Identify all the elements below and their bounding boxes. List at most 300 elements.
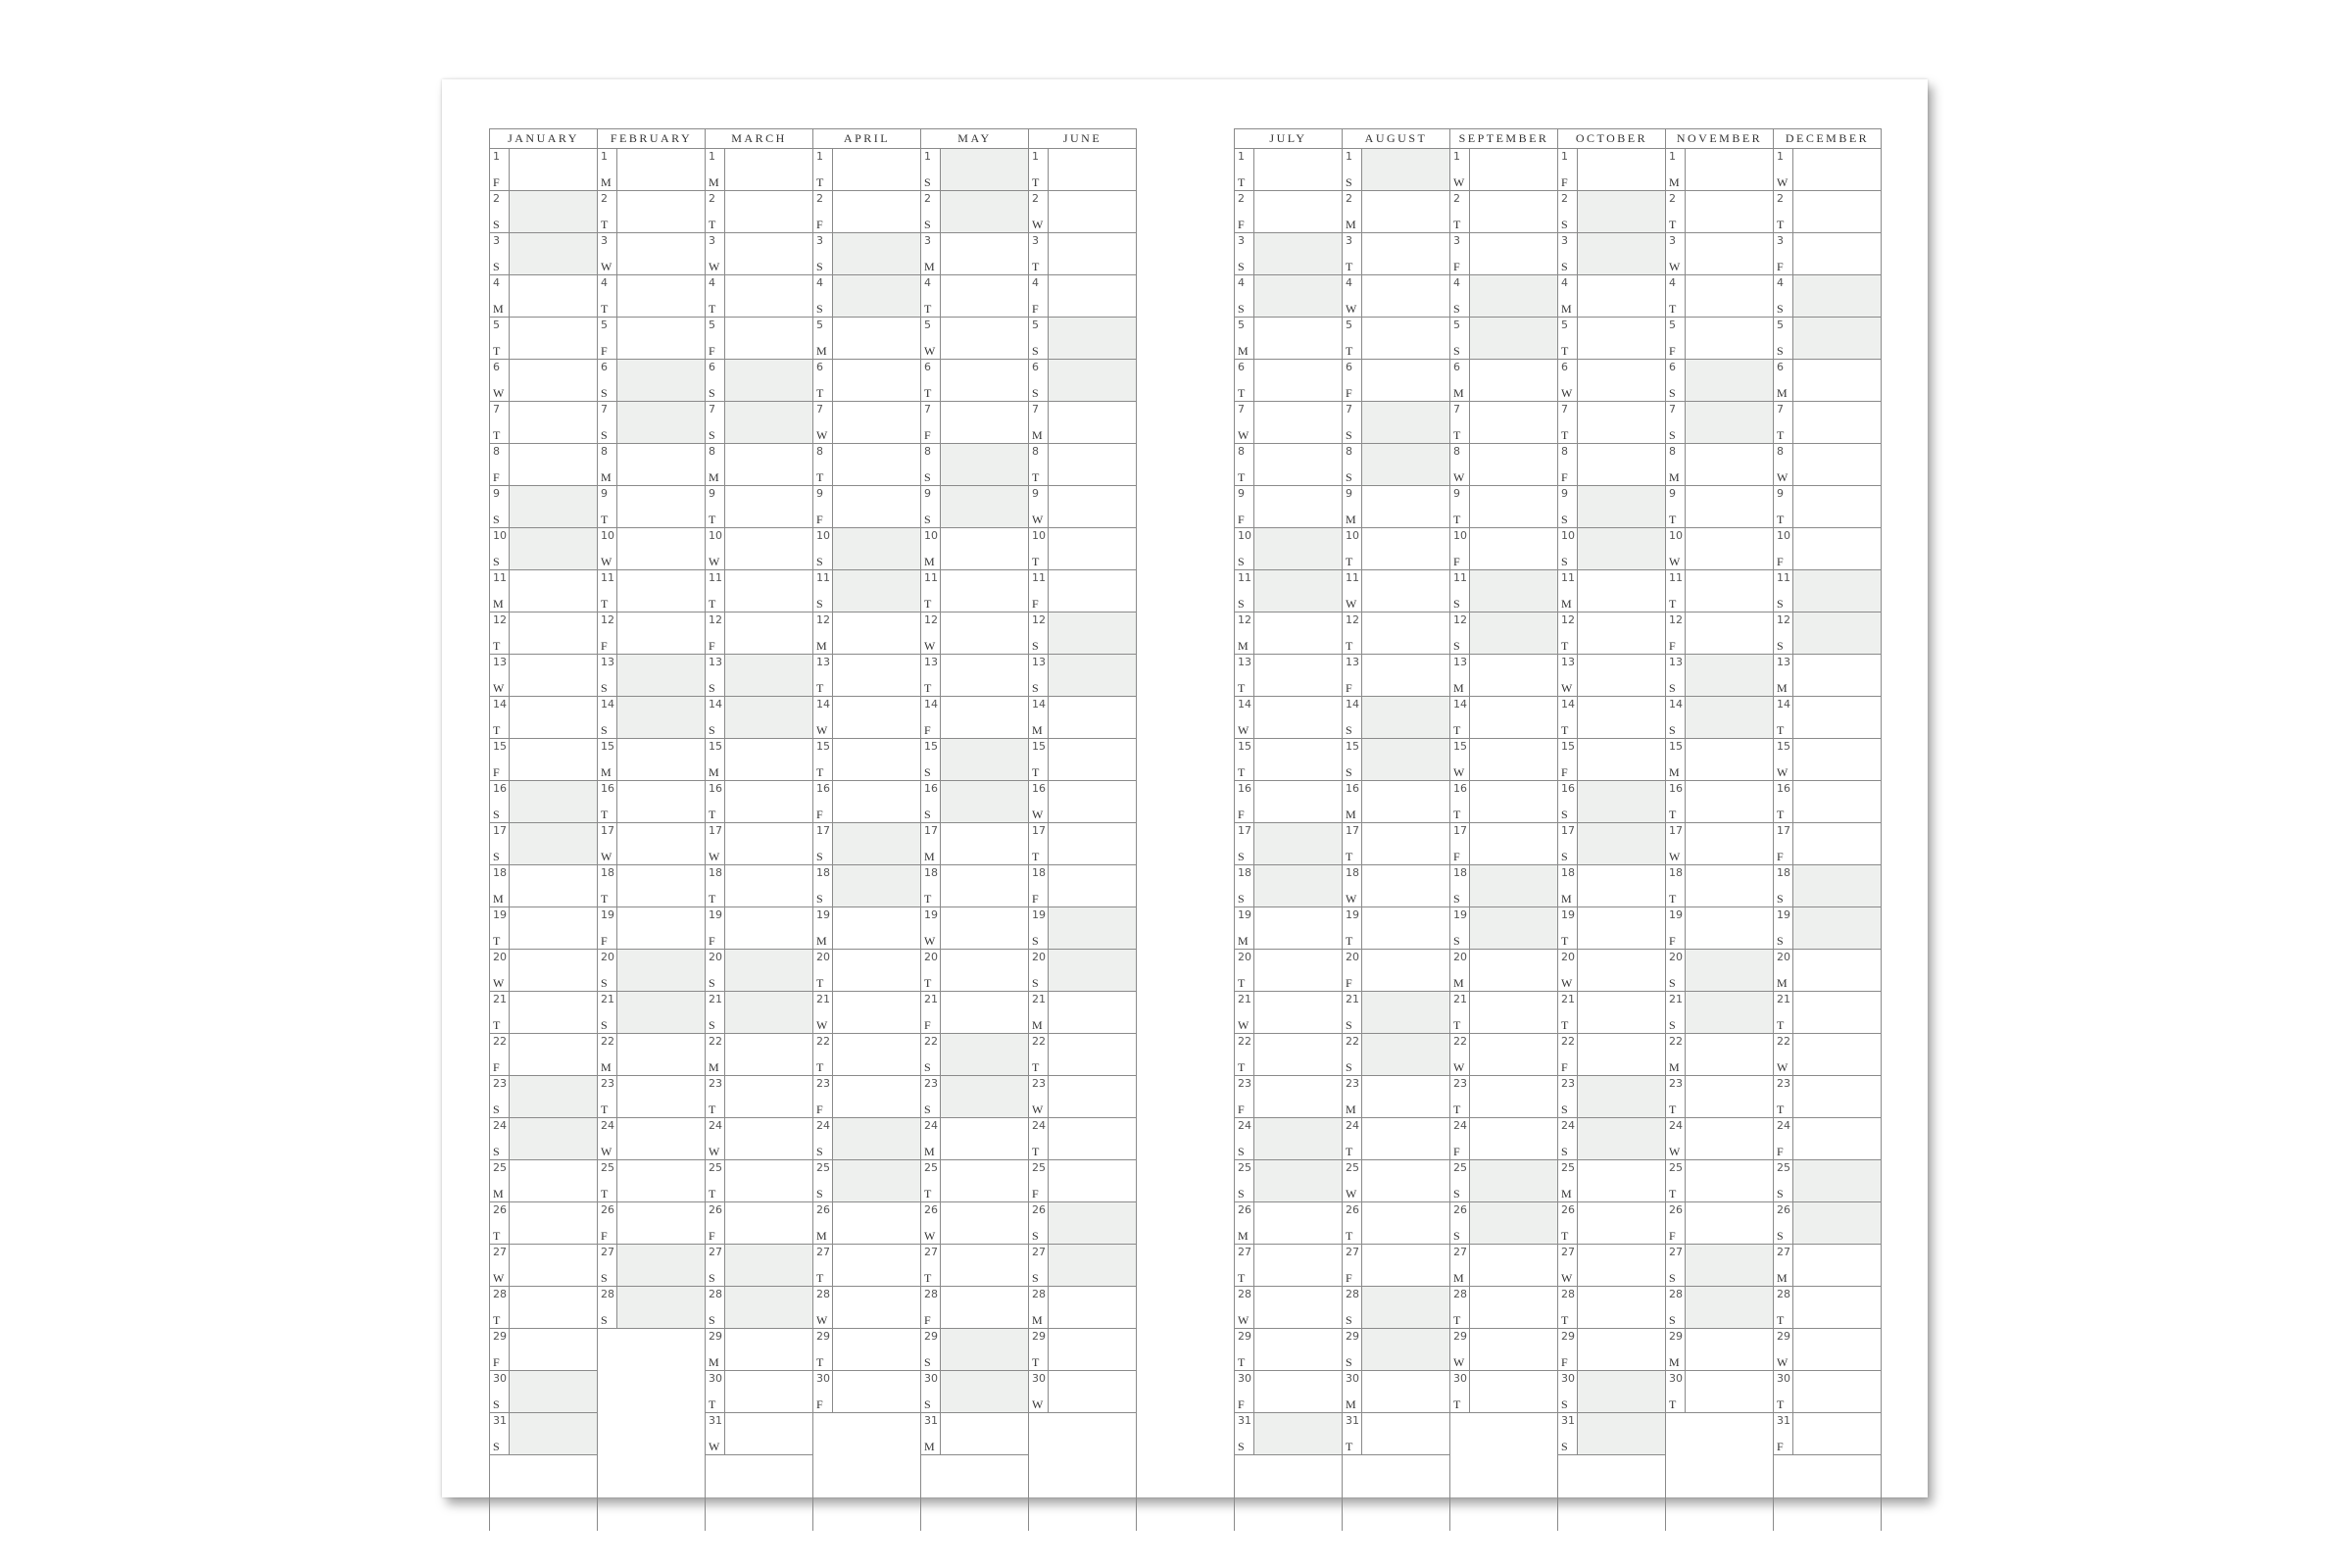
day-note-area[interactable] xyxy=(833,1202,920,1244)
day-note-area[interactable] xyxy=(725,992,812,1033)
day-note-area[interactable] xyxy=(833,1076,920,1117)
day-note-area[interactable] xyxy=(617,360,705,401)
day-note-area[interactable] xyxy=(1049,1034,1136,1075)
day-note-area[interactable] xyxy=(833,1160,920,1201)
day-note-area[interactable] xyxy=(510,907,597,949)
day-note-area[interactable] xyxy=(1254,402,1342,443)
day-note-area[interactable] xyxy=(725,865,812,906)
day-note-area[interactable] xyxy=(941,1076,1028,1117)
day-note-area[interactable] xyxy=(1049,865,1136,906)
day-note-area[interactable] xyxy=(1793,360,1881,401)
day-note-area[interactable] xyxy=(617,191,705,232)
day-note-area[interactable] xyxy=(1793,149,1881,190)
day-note-area[interactable] xyxy=(1470,1371,1557,1412)
day-note-area[interactable] xyxy=(725,1245,812,1286)
day-note-area[interactable] xyxy=(725,1371,812,1412)
day-note-area[interactable] xyxy=(1362,992,1449,1033)
day-note-area[interactable] xyxy=(1049,1202,1136,1244)
day-note-area[interactable] xyxy=(1686,1076,1773,1117)
day-note-area[interactable] xyxy=(1686,570,1773,612)
day-note-area[interactable] xyxy=(1362,1076,1449,1117)
day-note-area[interactable] xyxy=(1686,697,1773,738)
day-note-area[interactable] xyxy=(1470,1076,1557,1117)
day-note-area[interactable] xyxy=(1362,444,1449,485)
day-note-area[interactable] xyxy=(617,781,705,822)
day-note-area[interactable] xyxy=(1049,444,1136,485)
day-note-area[interactable] xyxy=(833,950,920,991)
day-note-area[interactable] xyxy=(617,1034,705,1075)
day-note-area[interactable] xyxy=(1686,823,1773,864)
day-note-area[interactable] xyxy=(1470,486,1557,527)
day-note-area[interactable] xyxy=(1578,528,1665,569)
day-note-area[interactable] xyxy=(1686,739,1773,780)
day-note-area[interactable] xyxy=(1470,697,1557,738)
day-note-area[interactable] xyxy=(1254,739,1342,780)
day-note-area[interactable] xyxy=(1362,233,1449,274)
day-note-area[interactable] xyxy=(941,1118,1028,1159)
day-note-area[interactable] xyxy=(1578,739,1665,780)
day-note-area[interactable] xyxy=(1686,865,1773,906)
day-note-area[interactable] xyxy=(1686,444,1773,485)
day-note-area[interactable] xyxy=(1686,1118,1773,1159)
day-note-area[interactable] xyxy=(1686,1160,1773,1201)
day-note-area[interactable] xyxy=(1793,402,1881,443)
day-note-area[interactable] xyxy=(941,1160,1028,1201)
day-note-area[interactable] xyxy=(1470,444,1557,485)
day-note-area[interactable] xyxy=(833,781,920,822)
day-note-area[interactable] xyxy=(1362,655,1449,696)
day-note-area[interactable] xyxy=(725,739,812,780)
day-note-area[interactable] xyxy=(1793,907,1881,949)
day-note-area[interactable] xyxy=(941,1371,1028,1412)
day-note-area[interactable] xyxy=(725,191,812,232)
day-note-area[interactable] xyxy=(1470,570,1557,612)
day-note-area[interactable] xyxy=(941,865,1028,906)
day-note-area[interactable] xyxy=(1254,149,1342,190)
day-note-area[interactable] xyxy=(1362,1329,1449,1370)
day-note-area[interactable] xyxy=(617,823,705,864)
day-note-area[interactable] xyxy=(1362,486,1449,527)
day-note-area[interactable] xyxy=(617,1245,705,1286)
day-note-area[interactable] xyxy=(510,1413,597,1454)
day-note-area[interactable] xyxy=(1470,1287,1557,1328)
day-note-area[interactable] xyxy=(941,318,1028,359)
day-note-area[interactable] xyxy=(1254,992,1342,1033)
day-note-area[interactable] xyxy=(833,865,920,906)
day-note-area[interactable] xyxy=(941,781,1028,822)
day-note-area[interactable] xyxy=(833,402,920,443)
day-note-area[interactable] xyxy=(725,1413,812,1454)
day-note-area[interactable] xyxy=(617,1287,705,1328)
day-note-area[interactable] xyxy=(1578,612,1665,654)
day-note-area[interactable] xyxy=(1254,1245,1342,1286)
day-note-area[interactable] xyxy=(725,697,812,738)
day-note-area[interactable] xyxy=(1686,318,1773,359)
day-note-area[interactable] xyxy=(725,781,812,822)
day-note-area[interactable] xyxy=(941,528,1028,569)
day-note-area[interactable] xyxy=(510,486,597,527)
day-note-area[interactable] xyxy=(833,1034,920,1075)
day-note-area[interactable] xyxy=(617,1076,705,1117)
day-note-area[interactable] xyxy=(510,950,597,991)
day-note-area[interactable] xyxy=(833,360,920,401)
day-note-area[interactable] xyxy=(1578,1034,1665,1075)
day-note-area[interactable] xyxy=(1578,1371,1665,1412)
day-note-area[interactable] xyxy=(1470,823,1557,864)
day-note-area[interactable] xyxy=(1686,612,1773,654)
day-note-area[interactable] xyxy=(617,612,705,654)
day-note-area[interactable] xyxy=(833,528,920,569)
day-note-area[interactable] xyxy=(1049,1076,1136,1117)
day-note-area[interactable] xyxy=(833,1287,920,1328)
day-note-area[interactable] xyxy=(1362,697,1449,738)
day-note-area[interactable] xyxy=(1362,1371,1449,1412)
day-note-area[interactable] xyxy=(1578,318,1665,359)
day-note-area[interactable] xyxy=(617,1202,705,1244)
day-note-area[interactable] xyxy=(1793,486,1881,527)
day-note-area[interactable] xyxy=(725,907,812,949)
day-note-area[interactable] xyxy=(617,950,705,991)
day-note-area[interactable] xyxy=(1686,149,1773,190)
day-note-area[interactable] xyxy=(1578,907,1665,949)
day-note-area[interactable] xyxy=(1254,570,1342,612)
day-note-area[interactable] xyxy=(1793,1329,1881,1370)
day-note-area[interactable] xyxy=(1793,233,1881,274)
day-note-area[interactable] xyxy=(1049,318,1136,359)
day-note-area[interactable] xyxy=(941,1329,1028,1370)
day-note-area[interactable] xyxy=(833,1245,920,1286)
day-note-area[interactable] xyxy=(1254,655,1342,696)
day-note-area[interactable] xyxy=(1470,318,1557,359)
day-note-area[interactable] xyxy=(1362,1413,1449,1454)
day-note-area[interactable] xyxy=(1254,1413,1342,1454)
day-note-area[interactable] xyxy=(1254,865,1342,906)
day-note-area[interactable] xyxy=(941,612,1028,654)
day-note-area[interactable] xyxy=(1793,275,1881,317)
day-note-area[interactable] xyxy=(941,1287,1028,1328)
day-note-area[interactable] xyxy=(1362,739,1449,780)
day-note-area[interactable] xyxy=(1254,1371,1342,1412)
day-note-area[interactable] xyxy=(1470,528,1557,569)
day-note-area[interactable] xyxy=(1470,950,1557,991)
day-note-area[interactable] xyxy=(617,907,705,949)
day-note-area[interactable] xyxy=(1793,739,1881,780)
day-note-area[interactable] xyxy=(833,612,920,654)
day-note-area[interactable] xyxy=(617,1118,705,1159)
day-note-area[interactable] xyxy=(1578,1202,1665,1244)
day-note-area[interactable] xyxy=(1578,1287,1665,1328)
day-note-area[interactable] xyxy=(1578,1118,1665,1159)
day-note-area[interactable] xyxy=(1578,486,1665,527)
day-note-area[interactable] xyxy=(617,655,705,696)
day-note-area[interactable] xyxy=(833,823,920,864)
day-note-area[interactable] xyxy=(725,233,812,274)
day-note-area[interactable] xyxy=(1254,907,1342,949)
day-note-area[interactable] xyxy=(1793,444,1881,485)
day-note-area[interactable] xyxy=(1049,655,1136,696)
day-note-area[interactable] xyxy=(1254,1287,1342,1328)
day-note-area[interactable] xyxy=(617,233,705,274)
day-note-area[interactable] xyxy=(1793,697,1881,738)
day-note-area[interactable] xyxy=(617,570,705,612)
day-note-area[interactable] xyxy=(1254,1329,1342,1370)
day-note-area[interactable] xyxy=(1793,950,1881,991)
day-note-area[interactable] xyxy=(1578,865,1665,906)
day-note-area[interactable] xyxy=(833,907,920,949)
day-note-area[interactable] xyxy=(941,655,1028,696)
day-note-area[interactable] xyxy=(725,1160,812,1201)
day-note-area[interactable] xyxy=(1362,402,1449,443)
day-note-area[interactable] xyxy=(941,486,1028,527)
day-note-area[interactable] xyxy=(510,1160,597,1201)
day-note-area[interactable] xyxy=(1254,697,1342,738)
day-note-area[interactable] xyxy=(1470,1160,1557,1201)
day-note-area[interactable] xyxy=(1686,1287,1773,1328)
day-note-area[interactable] xyxy=(617,528,705,569)
day-note-area[interactable] xyxy=(510,697,597,738)
day-note-area[interactable] xyxy=(1793,1287,1881,1328)
day-note-area[interactable] xyxy=(510,1076,597,1117)
day-note-area[interactable] xyxy=(1686,528,1773,569)
day-note-area[interactable] xyxy=(1254,360,1342,401)
day-note-area[interactable] xyxy=(1578,697,1665,738)
day-note-area[interactable] xyxy=(1793,1371,1881,1412)
day-note-area[interactable] xyxy=(1578,444,1665,485)
day-note-area[interactable] xyxy=(617,444,705,485)
day-note-area[interactable] xyxy=(1578,1413,1665,1454)
day-note-area[interactable] xyxy=(1470,1202,1557,1244)
day-note-area[interactable] xyxy=(833,992,920,1033)
day-note-area[interactable] xyxy=(1049,360,1136,401)
day-note-area[interactable] xyxy=(1049,781,1136,822)
day-note-area[interactable] xyxy=(725,950,812,991)
day-note-area[interactable] xyxy=(1470,739,1557,780)
day-note-area[interactable] xyxy=(510,191,597,232)
day-note-area[interactable] xyxy=(833,486,920,527)
day-note-area[interactable] xyxy=(1793,655,1881,696)
day-note-area[interactable] xyxy=(510,1118,597,1159)
day-note-area[interactable] xyxy=(1049,992,1136,1033)
day-note-area[interactable] xyxy=(1049,570,1136,612)
day-note-area[interactable] xyxy=(1578,570,1665,612)
day-note-area[interactable] xyxy=(1470,360,1557,401)
day-note-area[interactable] xyxy=(1470,907,1557,949)
day-note-area[interactable] xyxy=(1578,191,1665,232)
day-note-area[interactable] xyxy=(617,865,705,906)
day-note-area[interactable] xyxy=(1686,275,1773,317)
day-note-area[interactable] xyxy=(1793,1118,1881,1159)
day-note-area[interactable] xyxy=(1049,612,1136,654)
day-note-area[interactable] xyxy=(1686,1371,1773,1412)
day-note-area[interactable] xyxy=(510,318,597,359)
day-note-area[interactable] xyxy=(1049,402,1136,443)
day-note-area[interactable] xyxy=(510,865,597,906)
day-note-area[interactable] xyxy=(941,149,1028,190)
day-note-area[interactable] xyxy=(1049,233,1136,274)
day-note-area[interactable] xyxy=(1793,1245,1881,1286)
day-note-area[interactable] xyxy=(1686,1202,1773,1244)
day-note-area[interactable] xyxy=(1254,950,1342,991)
day-note-area[interactable] xyxy=(725,823,812,864)
day-note-area[interactable] xyxy=(941,444,1028,485)
day-note-area[interactable] xyxy=(833,149,920,190)
day-note-area[interactable] xyxy=(1049,275,1136,317)
day-note-area[interactable] xyxy=(510,402,597,443)
day-note-area[interactable] xyxy=(617,149,705,190)
day-note-area[interactable] xyxy=(1793,318,1881,359)
day-note-area[interactable] xyxy=(1578,1245,1665,1286)
day-note-area[interactable] xyxy=(1578,655,1665,696)
day-note-area[interactable] xyxy=(1686,655,1773,696)
day-note-area[interactable] xyxy=(510,233,597,274)
day-note-area[interactable] xyxy=(510,612,597,654)
day-note-area[interactable] xyxy=(1686,1245,1773,1286)
day-note-area[interactable] xyxy=(833,191,920,232)
day-note-area[interactable] xyxy=(1686,781,1773,822)
day-note-area[interactable] xyxy=(725,1329,812,1370)
day-note-area[interactable] xyxy=(510,823,597,864)
day-note-area[interactable] xyxy=(510,528,597,569)
day-note-area[interactable] xyxy=(1362,1034,1449,1075)
day-note-area[interactable] xyxy=(1362,1245,1449,1286)
day-note-area[interactable] xyxy=(833,1118,920,1159)
day-note-area[interactable] xyxy=(1254,444,1342,485)
day-note-area[interactable] xyxy=(1362,149,1449,190)
day-note-area[interactable] xyxy=(1254,1160,1342,1201)
day-note-area[interactable] xyxy=(1470,149,1557,190)
day-note-area[interactable] xyxy=(1793,1160,1881,1201)
day-note-area[interactable] xyxy=(510,1371,597,1412)
day-note-area[interactable] xyxy=(617,486,705,527)
day-note-area[interactable] xyxy=(1578,1329,1665,1370)
day-note-area[interactable] xyxy=(941,191,1028,232)
day-note-area[interactable] xyxy=(1686,1329,1773,1370)
day-note-area[interactable] xyxy=(1254,233,1342,274)
day-note-area[interactable] xyxy=(1362,318,1449,359)
day-note-area[interactable] xyxy=(617,318,705,359)
day-note-area[interactable] xyxy=(510,781,597,822)
day-note-area[interactable] xyxy=(833,655,920,696)
day-note-area[interactable] xyxy=(1470,191,1557,232)
day-note-area[interactable] xyxy=(510,1329,597,1370)
day-note-area[interactable] xyxy=(1578,275,1665,317)
day-note-area[interactable] xyxy=(1049,1118,1136,1159)
day-note-area[interactable] xyxy=(725,528,812,569)
day-note-area[interactable] xyxy=(725,486,812,527)
day-note-area[interactable] xyxy=(1049,907,1136,949)
day-note-area[interactable] xyxy=(1362,275,1449,317)
day-note-area[interactable] xyxy=(941,1034,1028,1075)
day-note-area[interactable] xyxy=(1686,1034,1773,1075)
day-note-area[interactable] xyxy=(941,570,1028,612)
day-note-area[interactable] xyxy=(725,612,812,654)
day-note-area[interactable] xyxy=(1362,823,1449,864)
day-note-area[interactable] xyxy=(1049,697,1136,738)
day-note-area[interactable] xyxy=(510,149,597,190)
day-note-area[interactable] xyxy=(510,1287,597,1328)
day-note-area[interactable] xyxy=(1470,1118,1557,1159)
day-note-area[interactable] xyxy=(1049,1287,1136,1328)
day-note-area[interactable] xyxy=(1793,1413,1881,1454)
day-note-area[interactable] xyxy=(725,1202,812,1244)
day-note-area[interactable] xyxy=(1362,907,1449,949)
day-note-area[interactable] xyxy=(1470,865,1557,906)
day-note-area[interactable] xyxy=(1686,486,1773,527)
day-note-area[interactable] xyxy=(1470,275,1557,317)
day-note-area[interactable] xyxy=(1362,570,1449,612)
day-note-area[interactable] xyxy=(617,697,705,738)
day-note-area[interactable] xyxy=(1470,992,1557,1033)
day-note-area[interactable] xyxy=(1578,149,1665,190)
day-note-area[interactable] xyxy=(1362,1202,1449,1244)
day-note-area[interactable] xyxy=(1686,992,1773,1033)
day-note-area[interactable] xyxy=(1470,1034,1557,1075)
day-note-area[interactable] xyxy=(1362,612,1449,654)
day-note-area[interactable] xyxy=(1470,233,1557,274)
day-note-area[interactable] xyxy=(1049,1371,1136,1412)
day-note-area[interactable] xyxy=(1793,570,1881,612)
day-note-area[interactable] xyxy=(941,233,1028,274)
day-note-area[interactable] xyxy=(1049,149,1136,190)
day-note-area[interactable] xyxy=(1578,823,1665,864)
day-note-area[interactable] xyxy=(617,1160,705,1201)
day-note-area[interactable] xyxy=(1254,1202,1342,1244)
day-note-area[interactable] xyxy=(617,402,705,443)
day-note-area[interactable] xyxy=(1578,1160,1665,1201)
day-note-area[interactable] xyxy=(617,275,705,317)
day-note-area[interactable] xyxy=(1578,950,1665,991)
day-note-area[interactable] xyxy=(510,992,597,1033)
day-note-area[interactable] xyxy=(1470,655,1557,696)
day-note-area[interactable] xyxy=(1470,402,1557,443)
day-note-area[interactable] xyxy=(510,275,597,317)
day-note-area[interactable] xyxy=(1254,1118,1342,1159)
day-note-area[interactable] xyxy=(725,655,812,696)
day-note-area[interactable] xyxy=(941,823,1028,864)
day-note-area[interactable] xyxy=(725,1287,812,1328)
day-note-area[interactable] xyxy=(1793,865,1881,906)
day-note-area[interactable] xyxy=(1049,528,1136,569)
day-note-area[interactable] xyxy=(1578,233,1665,274)
day-note-area[interactable] xyxy=(1254,528,1342,569)
day-note-area[interactable] xyxy=(1793,1076,1881,1117)
day-note-area[interactable] xyxy=(617,739,705,780)
day-note-area[interactable] xyxy=(941,697,1028,738)
day-note-area[interactable] xyxy=(510,570,597,612)
day-note-area[interactable] xyxy=(1686,360,1773,401)
day-note-area[interactable] xyxy=(941,360,1028,401)
day-note-area[interactable] xyxy=(941,992,1028,1033)
day-note-area[interactable] xyxy=(1793,528,1881,569)
day-note-area[interactable] xyxy=(1362,950,1449,991)
day-note-area[interactable] xyxy=(1686,191,1773,232)
day-note-area[interactable] xyxy=(510,655,597,696)
day-note-area[interactable] xyxy=(1470,1245,1557,1286)
day-note-area[interactable] xyxy=(833,1329,920,1370)
day-note-area[interactable] xyxy=(725,149,812,190)
day-note-area[interactable] xyxy=(1470,781,1557,822)
day-note-area[interactable] xyxy=(1362,191,1449,232)
day-note-area[interactable] xyxy=(1049,486,1136,527)
day-note-area[interactable] xyxy=(1254,1034,1342,1075)
day-note-area[interactable] xyxy=(1686,402,1773,443)
day-note-area[interactable] xyxy=(510,1245,597,1286)
day-note-area[interactable] xyxy=(725,275,812,317)
day-note-area[interactable] xyxy=(1578,360,1665,401)
day-note-area[interactable] xyxy=(510,360,597,401)
day-note-area[interactable] xyxy=(941,1245,1028,1286)
day-note-area[interactable] xyxy=(725,318,812,359)
